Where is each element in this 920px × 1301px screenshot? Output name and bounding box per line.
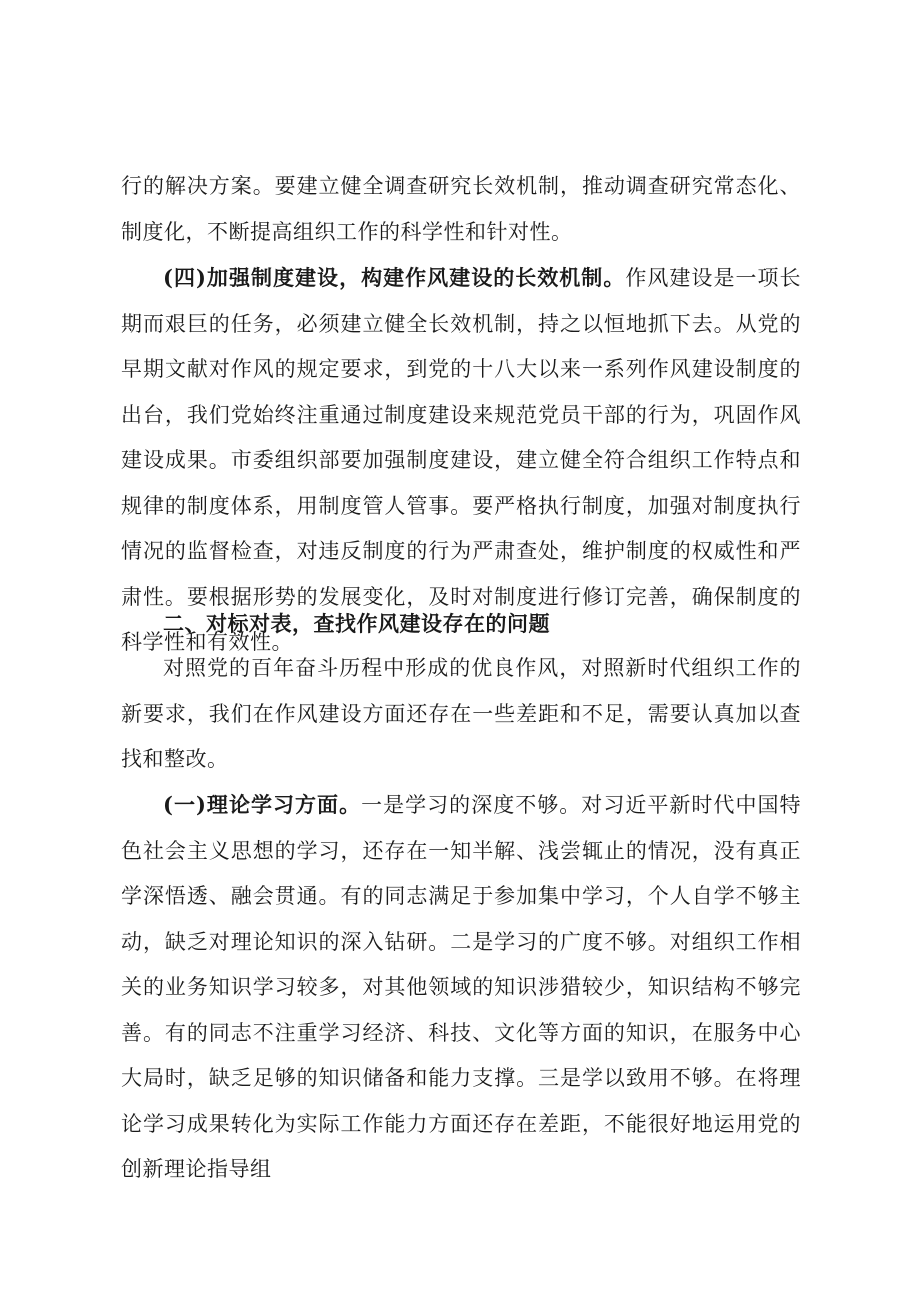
body-text: 一是学习的深度不够。对习近平新时代中国特色社会主义思想的学习，还存在一知半解、浅尝辄止的情况，没有真正学深悟透、融会贯通。有的同志满足于参加集中学习，个人自学不够主动，缺乏对理论知识的深入钻研。二是学习的广度不够。对组织工作相关的业务知识学习较多，对其他领域的知识涉猎较少，知识结构不够完善。有的同志不注重学习经济、科技、文化等方面的知识，在服务中心大局时，缺乏足够的知识储备和能力支撑。三是学以致用不够。在将理论学习成果转化为实际工作能力方面还存在差距，不能很好地运用党的创新理论指导组 [121, 793, 802, 1181]
paragraph-continuation [121, 164, 801, 255]
paragraph-intro [121, 646, 801, 783]
section-heading-block [121, 601, 801, 647]
section-heading: 二、对标对表，查找作风建设存在的问题 [163, 611, 550, 636]
body-text: 对照党的百年奋斗历程中形成的优良作风，对照新时代组织工作的新要求，我们在作风建设方面还存在一些差距和不足，需要认真加以查找和整改。 [121, 656, 801, 771]
body-text: 作风建设是一项长期而艰巨的任务，必须建立健全长效机制，持之以恒地抓下去。从党的早期文献对作风的规定要求，到党的十八大以来一系列作风建设制度的出台，我们党始终注重通过制度建设来规范党员干部的行为，巩固作风建设成果。市委组织部要加强制度建设，建立健全符合组织工作特点和规律的制度体系，用制度管人管事。要严格执行制度，加强对制度执行情况的监督检查，对违反制度的行为严肃查处，维护制度的权威性和严肃性。要根据形势的发展变化，及时对制度进行修订完善，确保制度的科学性和有效性。 [121, 266, 802, 654]
body-text: 行的解决方案。要建立健全调查研究长效机制，推动调查研究常态化、制度化，不断提高组织工作的科学性和针对性。 [121, 174, 801, 244]
paragraph-heading: (四)加强制度建设，构建作风建设的长效机制。 [163, 265, 626, 290]
paragraph-heading: (一)理论学习方面。 [163, 792, 362, 817]
paragraph-theory-study [121, 782, 801, 1193]
paragraph-body [121, 782, 801, 1193]
